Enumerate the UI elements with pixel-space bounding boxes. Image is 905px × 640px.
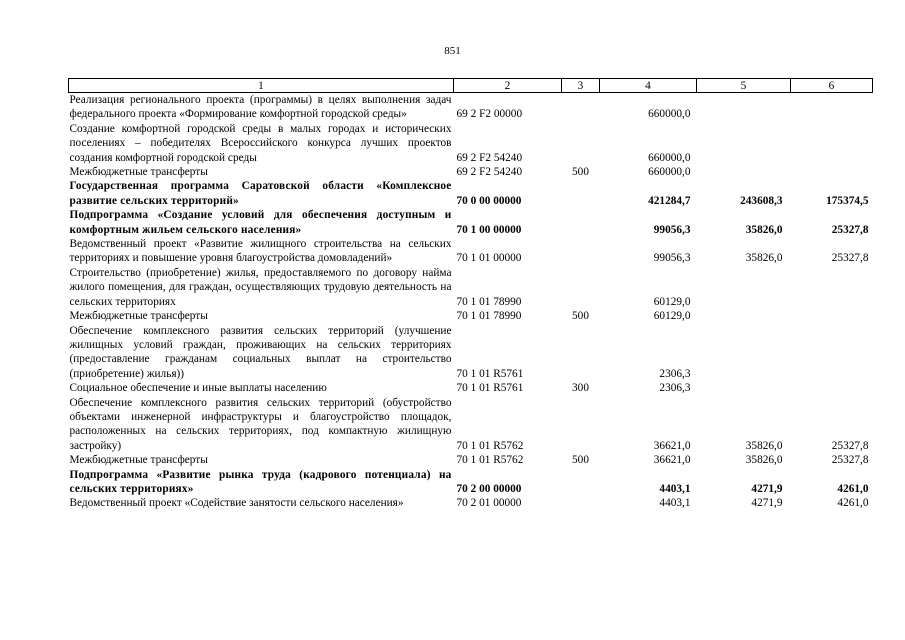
- amount-col-6-cell: 4261,0: [837, 497, 869, 510]
- item-name-cell: Реализация регионального проекта (программы) в целях выполнения задач федерального проекта «Формирование комфортной городской среды»: [69, 94, 452, 121]
- amount-col-6-cell: 25327,8: [831, 454, 869, 467]
- header-col-3: 3: [562, 79, 600, 93]
- item-name-cell: Обеспечение комплексного развития сельских территорий (обустройство объектами инженерной инфраструктуры и благоустройство площадок, расположенных на сельских территориях, под компактную жилищную застройку): [69, 396, 452, 452]
- amount-col-6-cell: 25327,8: [831, 252, 869, 265]
- table-row: [69, 453, 873, 467]
- amount-col-4-cell: 60129,0: [653, 295, 691, 308]
- expense-type-cell: [562, 266, 600, 309]
- amount-col-5-cell: 35826,0: [745, 454, 783, 467]
- amount-col-4-cell: 36621,0: [653, 454, 691, 467]
- table-row: [69, 496, 873, 510]
- amount-col-5-cell: [697, 165, 791, 179]
- expense-type-cell: [562, 468, 600, 497]
- classification-code-cell: 70 1 01 R5761: [456, 367, 524, 380]
- expense-type-cell: 500: [572, 310, 589, 323]
- expense-type-cell: [562, 396, 600, 454]
- item-name-cell: Межбюджетные трансферты: [69, 310, 208, 323]
- classification-code-cell: 69 2 F2 54240: [456, 166, 523, 179]
- amount-col-4-cell: 4403,1: [659, 482, 691, 495]
- item-name-cell: Межбюджетные трансферты: [69, 166, 208, 179]
- amount-col-5-cell: [697, 324, 791, 382]
- amount-col-4-cell: 36621,0: [653, 439, 691, 452]
- table-row: [69, 237, 873, 266]
- amount-col-4-cell: 2306,3: [659, 382, 691, 395]
- amount-col-5-cell: 4271,9: [751, 497, 783, 510]
- classification-code-cell: 70 2 01 00000: [456, 497, 522, 510]
- classification-code-cell: 70 1 01 78990: [456, 295, 522, 308]
- table-row: [69, 208, 873, 237]
- amount-col-5-cell: [697, 381, 791, 395]
- item-name-cell: Ведомственный проект «Содействие занятости сельского населения»: [69, 497, 404, 510]
- classification-code-cell: 70 1 00 00000: [456, 223, 522, 236]
- amount-col-4-cell: 2306,3: [659, 367, 691, 380]
- classification-code-cell: 69 2 F2 00000: [456, 108, 523, 121]
- expense-type-cell: 500: [572, 166, 589, 179]
- page-number: 851: [444, 45, 461, 57]
- classification-code-cell: 70 1 01 78990: [456, 310, 522, 323]
- amount-col-6-cell: [791, 93, 873, 122]
- item-name-cell: Социальное обеспечение и иные выплаты населению: [69, 382, 327, 395]
- expense-type-cell: [562, 237, 600, 266]
- table-header-row: [69, 79, 873, 93]
- expense-type-cell: [562, 122, 600, 165]
- classification-code-cell: 70 2 00 00000: [456, 482, 522, 495]
- amount-col-6-cell: [791, 122, 873, 165]
- amount-col-5-cell: 35826,0: [745, 252, 783, 265]
- amount-col-4-cell: 421284,7: [648, 194, 691, 207]
- amount-col-4-cell: 4403,1: [659, 497, 691, 510]
- amount-col-4-cell: 660000,0: [648, 166, 691, 179]
- item-name-cell: Создание комфортной городской среды в малых городах и исторических поселениях – победителях Всероссийского конкурса лучших проектов создания комфортной городской среды: [69, 122, 452, 164]
- expense-type-cell: 300: [572, 382, 589, 395]
- amount-col-6-cell: [791, 309, 873, 323]
- item-name-cell: Ведомственный проект «Развитие жилищного строительства на сельских территориях и повышение уровня благоустройства домовладений»: [69, 238, 452, 265]
- item-name-cell: Подпрограмма «Создание условий для обеспечения доступным и комфортным жильем сельского населения»: [69, 209, 452, 236]
- classification-code-cell: 70 1 01 R5762: [456, 439, 524, 452]
- amount-col-5-cell: [697, 122, 791, 165]
- classification-code-cell: 70 1 01 00000: [456, 252, 522, 265]
- amount-col-6-cell: 4261,0: [837, 482, 869, 495]
- item-name-cell: Межбюджетные трансферты: [69, 454, 208, 467]
- expense-type-cell: [562, 208, 600, 237]
- amount-col-5-cell: 35826,0: [745, 223, 783, 236]
- budget-table: [68, 78, 873, 511]
- expense-type-cell: [562, 324, 600, 382]
- header-col-6: 6: [791, 79, 873, 93]
- classification-code-cell: 70 1 01 R5761: [456, 382, 524, 395]
- amount-col-4-cell: 99056,3: [653, 252, 691, 265]
- table-body: [69, 93, 873, 511]
- amount-col-6-cell: 25327,8: [831, 223, 869, 236]
- item-name-cell: Государственная программа Саратовской области «Комплексное развитие сельских территорий»: [69, 180, 452, 207]
- expense-type-cell: [562, 496, 600, 510]
- amount-col-6-cell: [791, 165, 873, 179]
- header-col-4: 4: [600, 79, 697, 93]
- amount-col-5-cell: [697, 309, 791, 323]
- table-row: [69, 266, 873, 309]
- table-row: [69, 468, 873, 497]
- amount-col-4-cell: 660000,0: [648, 151, 691, 164]
- item-name-cell: Обеспечение комплексного развития сельских территорий (улучшение жилищных условий граждан, проживающих на сельских территориях (предоставление гражданам социальных выплат на строительство (приобретение) жилья)): [69, 324, 452, 380]
- table-row: [69, 396, 873, 454]
- classification-code-cell: 70 0 00 00000: [456, 194, 522, 207]
- header-col-2: 2: [454, 79, 562, 93]
- amount-col-6-cell: 175374,5: [826, 194, 869, 207]
- table-row: [69, 309, 873, 323]
- classification-code-cell: 69 2 F2 54240: [456, 151, 523, 164]
- expense-type-cell: 500: [572, 454, 589, 467]
- table-row: [69, 179, 873, 208]
- amount-col-6-cell: [791, 324, 873, 382]
- header-col-5: 5: [697, 79, 791, 93]
- amount-col-4-cell: 660000,0: [648, 108, 691, 121]
- amount-col-5-cell: 243608,3: [740, 194, 783, 207]
- header-col-1: 1: [69, 79, 454, 93]
- table-row: [69, 122, 873, 165]
- item-name-cell: Строительство (приобретение) жилья, предоставляемого по договору найма жилого помещения, для граждан, осуществляющих трудовую деятельность на сельских территориях: [69, 266, 452, 308]
- amount-col-6-cell: [791, 266, 873, 309]
- expense-type-cell: [562, 93, 600, 122]
- amount-col-4-cell: 60129,0: [653, 310, 691, 323]
- amount-col-5-cell: [697, 93, 791, 122]
- table-row: [69, 165, 873, 179]
- amount-col-6-cell: [791, 381, 873, 395]
- amount-col-5-cell: 35826,0: [745, 439, 783, 452]
- expense-type-cell: [562, 179, 600, 208]
- amount-col-4-cell: 99056,3: [653, 223, 691, 236]
- amount-col-5-cell: 4271,9: [751, 482, 783, 495]
- amount-col-6-cell: 25327,8: [831, 439, 869, 452]
- table-row: [69, 324, 873, 382]
- table-row: [69, 381, 873, 395]
- amount-col-5-cell: [697, 266, 791, 309]
- classification-code-cell: 70 1 01 R5762: [456, 454, 524, 467]
- item-name-cell: Подпрограмма «Развитие рынка труда (кадрового потенциала) на сельских территориях»: [69, 468, 452, 495]
- table-row: [69, 93, 873, 122]
